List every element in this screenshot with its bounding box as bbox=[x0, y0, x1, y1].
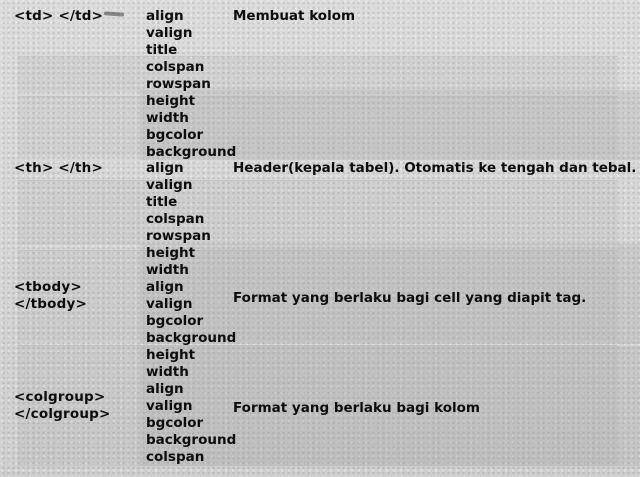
attribute-item: align bbox=[146, 381, 184, 397]
ink-smudge bbox=[104, 11, 124, 16]
attribute-item: width bbox=[146, 110, 189, 126]
tag-cell bbox=[14, 160, 103, 177]
attribute-item: title bbox=[146, 194, 178, 210]
attribute-item: background bbox=[146, 330, 237, 346]
attribute-item: colspan bbox=[146, 59, 205, 75]
attribute-item: valign bbox=[146, 177, 193, 193]
description-cell: Format yang berlaku bagi cell yang diapit tag. bbox=[233, 290, 587, 306]
tag-text: <tbody> bbox=[14, 279, 82, 295]
attribute-item: bgcolor bbox=[146, 415, 204, 431]
attribute-item: height bbox=[146, 245, 196, 261]
attribute-item: rowspan bbox=[146, 76, 211, 92]
bleed-through-block bbox=[18, 56, 618, 93]
attribute-item: background bbox=[146, 144, 237, 160]
attribute-list bbox=[146, 160, 211, 279]
attribute-item: height bbox=[146, 93, 196, 109]
description-cell: Membuat kolom bbox=[233, 8, 356, 24]
attribute-item: title bbox=[146, 42, 178, 58]
attribute-list bbox=[146, 279, 236, 347]
attribute-item: bgcolor bbox=[146, 127, 204, 143]
attribute-item: height bbox=[146, 347, 196, 363]
tag-cell bbox=[14, 389, 111, 423]
tag-text: </colgroup> bbox=[14, 406, 111, 422]
tag-text: <th> </th> bbox=[14, 160, 104, 176]
attribute-item: width bbox=[146, 262, 189, 278]
tag-cell bbox=[14, 279, 87, 313]
attribute-item: rowspan bbox=[146, 228, 211, 244]
attribute-item: valign bbox=[146, 398, 193, 414]
tag-text: <td> </td> bbox=[14, 8, 104, 24]
tag-text: <colgroup> bbox=[14, 389, 106, 405]
attribute-item: bgcolor bbox=[146, 313, 204, 329]
attribute-item: width bbox=[146, 364, 189, 380]
bleed-through-block bbox=[18, 180, 618, 245]
attribute-item: background bbox=[146, 432, 237, 448]
attribute-list bbox=[146, 347, 236, 466]
attribute-item: colspan bbox=[146, 449, 205, 465]
attribute-item: colspan bbox=[146, 211, 205, 227]
attribute-item: align bbox=[146, 279, 184, 295]
attribute-item: valign bbox=[146, 296, 193, 312]
description-cell: Format yang berlaku bagi kolom bbox=[233, 400, 480, 416]
attribute-item: align bbox=[146, 8, 184, 24]
tag-text: </tbody> bbox=[14, 296, 88, 312]
tag-cell bbox=[14, 8, 103, 25]
attribute-list bbox=[146, 8, 236, 161]
attribute-item: valign bbox=[146, 25, 193, 41]
attribute-item: align bbox=[146, 160, 184, 176]
description-cell: Header(kepala tabel). Otomatis ke tengah dan tebal. bbox=[233, 160, 637, 176]
